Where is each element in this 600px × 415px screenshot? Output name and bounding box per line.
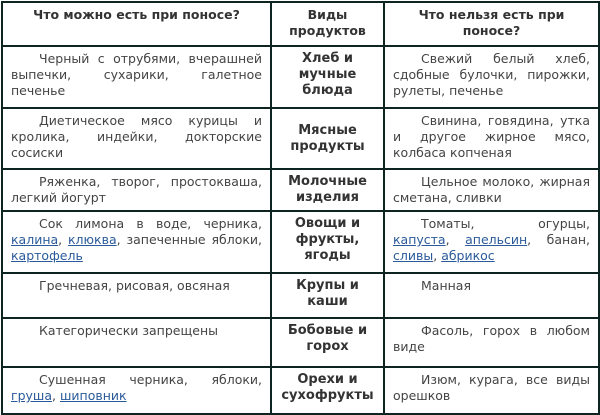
table-body bbox=[2, 46, 599, 414]
cell-text: Категорически запрещены bbox=[39, 323, 218, 338]
category-cell: Молочные изделия bbox=[271, 169, 384, 211]
product-link[interactable]: калина bbox=[11, 232, 59, 247]
cell-text: , bbox=[433, 248, 442, 263]
table-row bbox=[2, 367, 599, 414]
table-row bbox=[2, 318, 599, 367]
header-allowed: Что можно есть при поносе? bbox=[2, 2, 271, 46]
allowed-cell bbox=[2, 273, 271, 318]
product-link[interactable]: абрикос bbox=[441, 248, 495, 263]
forbidden-cell bbox=[384, 211, 599, 273]
cell-text: , bbox=[58, 232, 68, 247]
allowed-cell bbox=[2, 169, 271, 211]
cell-text: , запеченные яблоки, bbox=[116, 232, 262, 247]
forbidden-cell bbox=[384, 273, 599, 318]
forbidden-cell bbox=[384, 46, 599, 108]
diarrhea-diet-table bbox=[1, 1, 600, 415]
product-link[interactable]: апельсин bbox=[465, 232, 528, 247]
cell-text: Сушенная черника, яблоки, bbox=[39, 372, 262, 387]
allowed-cell bbox=[2, 46, 271, 108]
forbidden-cell bbox=[384, 318, 599, 367]
category-cell: Мясные продукты bbox=[271, 108, 384, 169]
forbidden-cell bbox=[384, 108, 599, 169]
allowed-cell bbox=[2, 367, 271, 414]
cell-text: Диетическое мясо курицы и кролика, индейки, докторские сосиски bbox=[11, 113, 262, 160]
allowed-cell bbox=[2, 211, 271, 273]
cell-text: Свинина, говядина, утка и другое жирное мясо, колбаса копченая bbox=[393, 113, 590, 160]
cell-text: Фасоль, горох в любом виде bbox=[393, 323, 590, 354]
allowed-cell bbox=[2, 318, 271, 367]
category-cell: Бобовые и горох bbox=[271, 318, 384, 367]
cell-text: Цельное молоко, жирная сметана, сливки bbox=[393, 174, 590, 205]
table-row bbox=[2, 169, 599, 211]
cell-text: Черный с отрубями, вчерашней выпечки, сухарики, галетное печенье bbox=[11, 51, 262, 98]
cell-text: Свежий белый хлеб, сдобные булочки, пирожки, рулеты, печенье bbox=[393, 51, 590, 98]
header-forbidden: Что нельзя есть при поносе? bbox=[384, 2, 599, 46]
category-cell: Овощи и фрукты, ягоды bbox=[271, 211, 384, 273]
cell-text: Сок лимона в воде, черника, bbox=[39, 216, 262, 231]
cell-text: , bbox=[445, 232, 466, 247]
forbidden-cell bbox=[384, 367, 599, 414]
cell-text: , bbox=[52, 388, 60, 403]
product-link[interactable]: шиповник bbox=[59, 388, 127, 403]
table-row bbox=[2, 46, 599, 108]
product-link[interactable]: картофель bbox=[11, 248, 83, 263]
cell-text: Ряженка, творог, простокваша, легкий йогурт bbox=[11, 174, 262, 205]
cell-text: Манная bbox=[421, 278, 471, 293]
product-link[interactable]: сливы bbox=[393, 248, 434, 263]
header-category: Виды продуктов bbox=[271, 2, 384, 46]
cell-text: Гречневая, рисовая, овсяная bbox=[39, 278, 230, 293]
table-row bbox=[2, 273, 599, 318]
table-row bbox=[2, 108, 599, 169]
table-header-row bbox=[2, 2, 599, 46]
forbidden-cell bbox=[384, 169, 599, 211]
product-link[interactable]: груша bbox=[11, 388, 52, 403]
cell-text: Изюм, курага, все виды орешков bbox=[393, 372, 590, 403]
category-cell: Орехи и сухофрукты bbox=[271, 367, 384, 414]
product-link[interactable]: капуста bbox=[393, 232, 446, 247]
cell-text: Томаты, огурцы, bbox=[421, 216, 590, 231]
cell-text: , банан, bbox=[527, 232, 591, 247]
table-row bbox=[2, 211, 599, 273]
allowed-cell bbox=[2, 108, 271, 169]
product-link[interactable]: клюква bbox=[68, 232, 117, 247]
category-cell: Хлеб и мучные блюда bbox=[271, 46, 384, 108]
category-cell: Крупы и каши bbox=[271, 273, 384, 318]
